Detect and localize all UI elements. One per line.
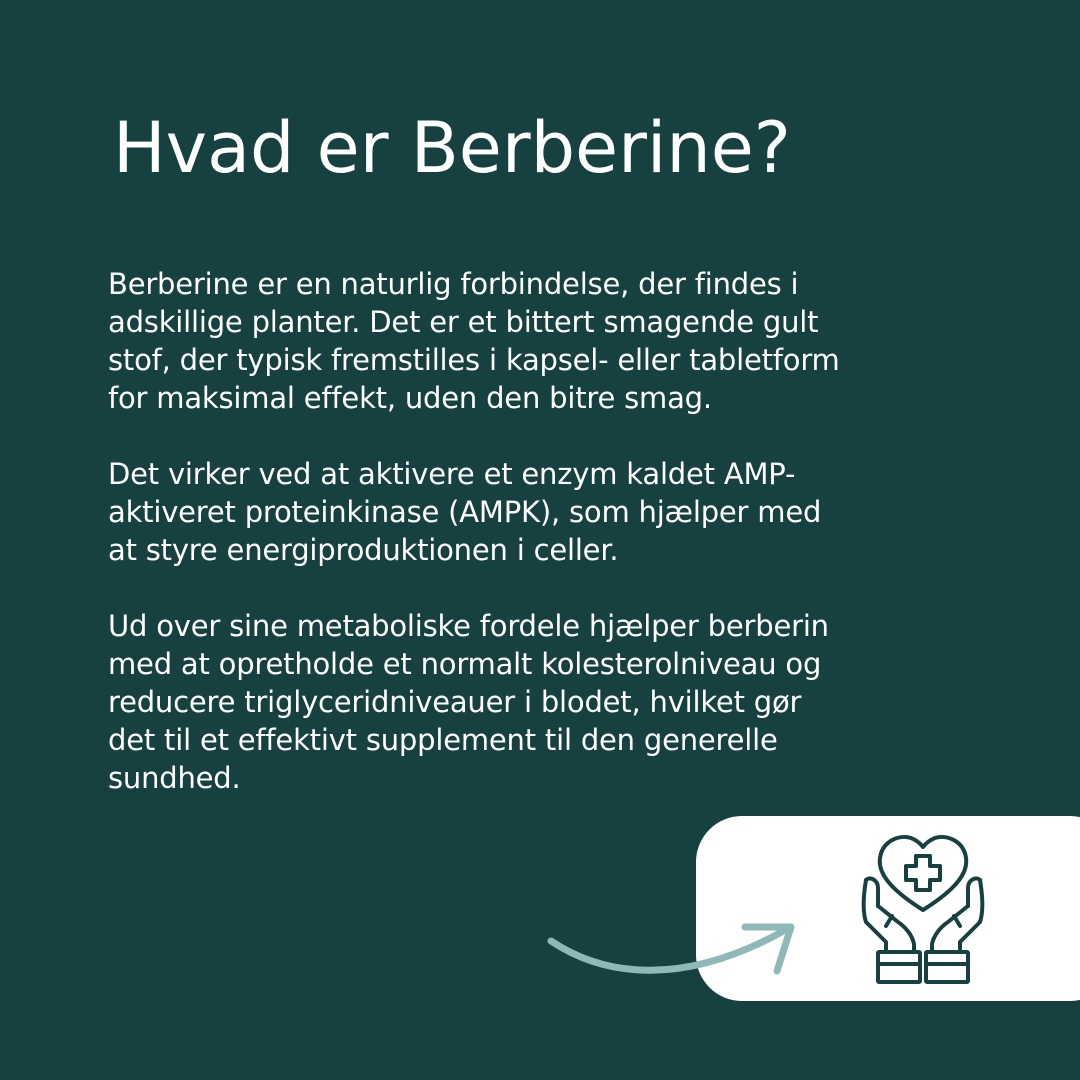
- body-text: [108, 265, 988, 835]
- page-title: Hvad er Berberine?: [113, 107, 791, 189]
- hands-holding-heart-medical-cross-icon: [858, 830, 988, 990]
- curved-arrow-right-icon: [545, 915, 805, 995]
- paragraph-mechanism: Det virker ved at aktivere et enzym kaldet AMP- aktiveret proteinkinase (AMPK), som hjælper med at styre energiproduktionen i celler.: [108, 457, 822, 567]
- paragraph-benefits: Ud over sine metaboliske fordele hjælper berberin med at opretholde et normalt kolesterolniveau og reducere triglyceridniveauer i blodet, hvilket gør det til et effektivt supplement til den generelle sundhed.: [108, 609, 829, 795]
- paragraph-intro: Berberine er en naturlig forbindelse, der findes i adskillige planter. Det er et bittert smagende gult stof, der typisk fremstilles i kapsel- eller tabletform for maksimal effekt, uden den bitre smag.: [108, 267, 840, 415]
